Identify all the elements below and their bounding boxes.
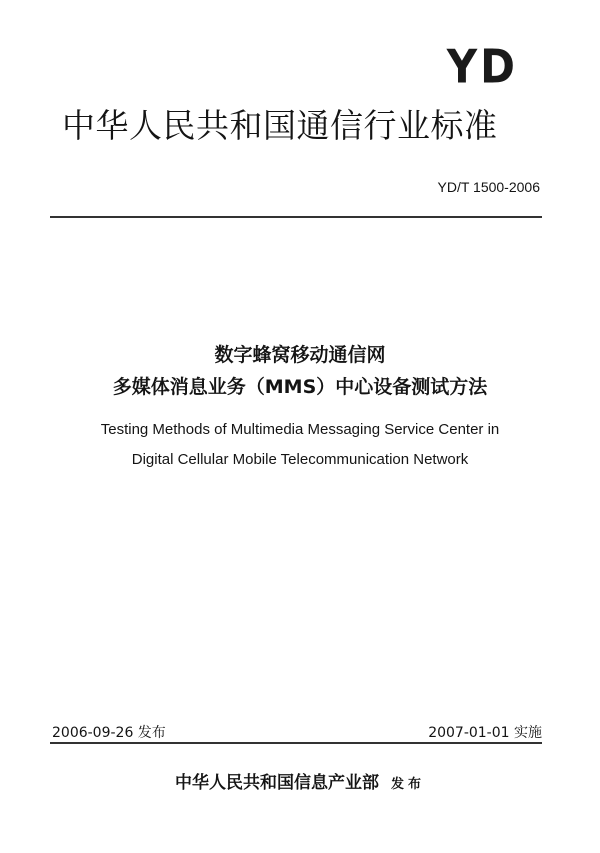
yd-logo: YD: [446, 39, 518, 94]
chinese-title-line-1: 数字蜂窝移动通信网: [214, 344, 386, 366]
implementation-date: 2007-01-01 实施: [428, 725, 542, 741]
issuer-verb: 发布: [390, 777, 425, 792]
chinese-title-line-2: 多媒体消息业务（MMS）中心设备测试方法: [112, 376, 488, 398]
issuer-line: [0, 768, 600, 793]
standard-category-title: 中华人民共和国通信行业标准: [62, 106, 498, 145]
bottom-divider: [50, 742, 542, 744]
standard-number: YD/T 1500-2006: [437, 179, 540, 195]
publish-date: 2006-09-26 发布: [52, 725, 166, 741]
english-title-line-1: Testing Methods of Multimedia Messaging Service Center in: [100, 421, 500, 438]
issuer-name: 中华人民共和国信息产业部: [174, 773, 379, 793]
english-title-line-2: Digital Cellular Mobile Telecommunication Network: [131, 451, 469, 468]
top-divider: [50, 216, 542, 218]
